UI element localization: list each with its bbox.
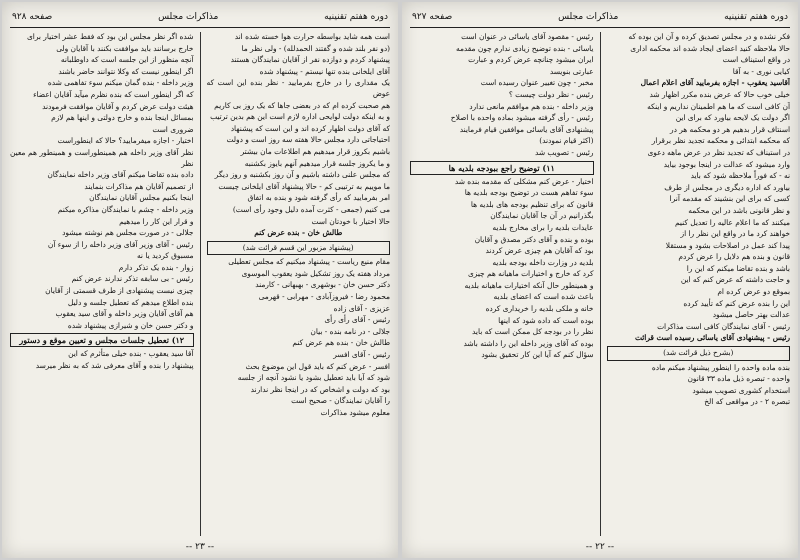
paragraph-line: وزیر داخله - بنده گمان میکنم سوء تفاهمی شده [47,78,194,88]
speaker-line: طالش خان - بنده عرض کنم [254,228,343,238]
page-footer-number: -- ۲۲ -- [585,542,615,552]
paragraph-line: ضروری است [152,124,194,134]
paragraph-line: طالش خان - بنده هم عرض کنم [292,338,390,348]
paragraph-line: شده اگر نظر مجلس این بود که فقط عشر اختیار برای [26,32,194,41]
paragraph-line: اختیار - عرض کنم مشکلی که مقدمه بنده شد [454,176,594,186]
paragraph-line: می کنیم (جمعی - کثرت آمده دلیل وجود رأی است) [232,204,390,214]
header-term: دوره هفتم تقنینیه [324,12,388,22]
paragraph-line: دکتر حسن خان - بوشهری - بهبهانی - کارمند [255,280,390,290]
paragraph-line: بوده که آقای وزیر داخله این را داشته باشد [463,338,594,348]
paragraph-line: آقای ایلخانی بنده تنها نیستم - پیشنهاد شده [259,66,390,76]
paragraph-line: معلوم میشود مذاکرات [320,408,390,417]
paragraph-line: و نظر قانونی باشد در این محکمه [688,205,790,215]
paragraph-line: عایدات بلدیه را برای مخارج بلدیه [492,222,594,232]
paragraph-line: مخبر - چون تغییر عنوان رسیده است [480,78,594,88]
header-title: مذاکرات مجلس [158,12,219,22]
paragraph-line: اختیار - اجازه میفرمایید؟ حالا که اینطوراست [57,136,194,146]
paragraph-group [410,177,594,362]
paragraph-line: اگر دولت یک لایحه بیاورد که برای این [675,113,790,123]
speaker-line: آقاسید یعقوب - اجازه بفرمایید آقای اعلام اعمال [640,78,790,88]
page-927 [402,2,798,558]
paragraph-line: هم صحبت کرده ام که در بعضی جاها که یک روز بی کاریم [214,100,390,110]
paragraph-line: وزیر داخله - چشم با نمایندگان مذاکره میکنم [57,204,194,214]
header-page-number: صفحه ۹۲۷ [412,12,453,22]
paragraph-line: بنده ماده واحده را اینطور پیشنهاد میکنم ماده [651,362,790,372]
paragraph-line: ایران میشود چنانچه عرض کردم و عبارت [468,55,594,65]
paragraph-line: استخدام کشوری تصویب میشود [692,385,790,395]
paragraph-line: بنده اطلاع میدهم که تعطیل جلسه و دلیل [67,297,194,307]
paragraph-line: باشد و بنده تقاضا میکنم که این را [686,263,790,273]
paragraph-line: قانون و بنده هم دلایل را عرض کردم [678,252,790,262]
paragraph-line: جلالی - در نامه بنده - بیان [310,326,390,336]
paragraph-line: تبصره ۲ - در مواقعی که الخ [704,397,790,407]
paragraph-line: خانه و ملکی بلدیه را خریداری کرده [485,304,594,314]
paragraph-line: بود که دولت و اشخاص که در اینجا نظر ندارند [250,384,390,394]
reading-note: (بشرح ذیل قرائت شد) [607,346,791,361]
text-columns [410,32,790,536]
paragraph-line: (اکثر قیام نمودند) [539,136,594,146]
paragraph-line: باشیم بکروز قرار میدهیم هم اطلاعات مان بیشتر [240,146,390,156]
paragraph-line: اگر اینطور نیست که وکلا نتوانند حاضر باشند [58,66,194,76]
paragraph-line: بگذرانیم در آن جا آقایان نمایندگان [490,211,594,221]
paragraph-line: کسی که برای این بنشیند که مقدمه آنرا [669,194,790,204]
header-page-number: صفحه ۹۲۸ [12,12,53,22]
paragraph-line: واحده - تبصره ذیل ماده ۳۳ قانون [687,374,790,384]
paragraph-line: شود که آیا باید تعطیل بشود یا نشود آنچه از جلسه [237,373,390,383]
paragraph-group [607,363,791,408]
paragraph-line: در واقع استیناف است [722,55,790,65]
paragraph-line: خارج برسانند باید موافقت بکنند با آقایان ولی [56,43,194,53]
paragraph-group [207,32,391,227]
paragraph-line: رئیس - بی سابقه تذکر ندارند عرض کنم [71,274,194,284]
text-columns [10,32,390,536]
paragraph-line: رئیس - نظر دولت چیست ؟ [508,89,594,99]
paragraph-line: بوده است که داده شود که اینها [498,315,594,325]
reading-note: (پیشنهاد مزبور این قسم قرائت شد) [207,241,391,256]
paragraph-line: رئیس - مقصود آقای یاسائی در عنوان است [461,32,594,41]
paragraph-line: که مجلس علنی داشته باشیم و آن روز بکشنبه و روز دیگر [214,170,390,180]
paragraph-line: کیایی نوری - به آقا [732,66,790,76]
paragraph-line: آنچه منظور از این جلسه است که داوطلبانه [60,55,194,65]
paragraph-line: باعث شده است که اعضای بلدیه [493,292,594,302]
paragraph-line: رئیس - رأی گرفته میشود بماده واحده با اصلاح [450,113,594,123]
header-title: مذاکرات مجلس [558,12,619,22]
paragraph-line: زوار - بنده یک تذکر دارم [118,262,194,272]
paragraph-line: پیشنهادی آقای یاسائی موافقین قیام فرمایند [459,124,594,134]
paragraph-line: مرداد هفته یک روز تشکیل شود یعقوب الموسوی [241,268,390,278]
paragraph-line: است همه شاید بواسطه حرارت هوا خسته شده اند [234,32,390,41]
paragraph-line: ما موییم به ترتیبی کم - حالا پیشنهاد آقای ایلخانی چیست [218,181,390,191]
paragraph-line: احتیاجاتی دارد مجلس حالا هفته سه روز است و دولت [226,135,390,145]
column-right [607,32,791,536]
paragraph-line: پیشنهاد را بنده و آقای معرفی شد که به نظر میرسد [35,361,194,371]
paragraph-group [10,349,194,371]
header-rule [10,27,390,28]
header-term: دوره هفتم تقنینیه [724,12,788,22]
paragraph-line: و دکتر حسن خان و شیرازی پیشنهاد شده [67,320,194,330]
paragraph-line: بیاورد که اداره دیگری در مجلس از طرف [664,182,790,192]
paragraph-line: و همینطور حال آنکه اختیارات ماهیانه بلدیه [464,280,594,290]
paragraph-line: نه - که فوراً ملاحظه شود که باید [690,171,790,181]
paragraph-line: اینجا بکنیم مجلس آقایان نمایندگان [89,193,194,203]
paragraph-line: امر بفرمایید که رأی گرفته شود و بنده به اتفاق [247,193,390,203]
paragraph-line: رئیس - آقای وزیر آقای وزیر داخله را از سوء آن [47,239,194,249]
page-footer-number: -- ۲۳ -- [185,542,215,552]
paragraph-line: در استیناف که تجدید نظر در عرض ماهه دعوی [647,147,790,157]
paragraph-line: داده بنده تقاضا میکنم آقای وزیر داخله نمایندگان [47,170,194,180]
column-divider [600,32,601,536]
paragraph-line: رئیس - تصویب شد [535,147,594,157]
paragraph-line: هم آقای آقایان وزیر داخله و آقای سید یعقوب [55,309,194,319]
paragraph-line: رئیس - آقای افسر [333,350,390,360]
paragraph-line: چیزی نیست پیشنهادی از طرف قسمتی از آقایان [45,286,194,296]
paragraph-line: فکر نشده و در مجلس تصدیق کرده و آن این بوده که [628,32,790,41]
paragraph-line: بوده و بنده و آقای دکتر مصدق و آقایان [474,234,594,244]
paragraph-line: نظر آقای وزیر داخله هم همینطوراست و همینطور هم معین نظر [10,147,194,168]
paragraph-line: سؤال کنم که آیا این کار تحقیق بشود [481,350,594,360]
paragraph-line: را آقایان نمایندگان - صحیح است [291,396,390,406]
paragraph-line: سوء تفاهم هست در توضیح بودجه بلدیه ها [464,188,594,198]
paragraph-line: خیلی خوب حالا که عرض بنده مکرر اظهار شد [649,89,790,99]
paragraph-line: (دو نفر بلند شده و گفتند الحمدلله) - ولی نظر ما [241,43,390,53]
paragraph-line: هیئت دولت عرض کردم و آقایان موافقت فرمودند [42,101,194,111]
paragraph-line: و حاجت داشته که عرض کنم که این [680,275,790,285]
paragraph-line: نظر را در بودجه کل ممکن است که باید [472,327,594,337]
paragraph-line: پیدا کند عمل در اصلاحات بشود و مستقلا [665,240,790,250]
paragraph-line: و به اینکه دولت لوایحی اداره لازم است این هم بدین ترتیب [210,112,390,122]
paragraph-line: مقام منیع ریاست - پیشنهاد میکنیم که مجلس تعطیلی [228,257,390,267]
paragraph-line: قانون که برای تنظیم بودجه های بلدیه ها [470,199,594,209]
paragraph-line: خواهند کرد ما در واقع این نظر را از [680,229,790,239]
paragraph-line: آن کافی است که ما هم اطمینان نداریم و اینکه [647,101,790,111]
paragraph-line: عبارتی بنویسد [549,66,594,76]
column-divider [200,32,201,536]
paragraph-line: رئیس - آقای نمایندگان کافی است مذاکرات [657,321,790,331]
paragraph-line: این را بنده عرض کنم که تأیید کرده [683,298,790,308]
header-rule [410,27,790,28]
paragraph-line: وزیر داخله - بنده هم موافقم مانعی ندارد [469,101,594,111]
paragraph-line: رئیس - آقای رأی رأی [324,315,390,325]
paragraph-line: محمود رضا - فیروزآبادی - مهرابی - قهرمی [258,292,390,302]
paragraph-line: حالا ملاحظه کنید اعضای ایجاد شده اند محکمه اداری [630,43,790,53]
paragraph-group [607,32,791,77]
paragraph-line: آقا سید یعقوب - بنده خیلی متأثرم که این [68,349,194,359]
page-header [12,10,388,24]
paragraph-line: وارد میشود که عدالت در اینجا بوجود بیاید [663,159,790,169]
paragraph-line: جلالی - در صورت مجلس هم نوشته میشود [62,228,194,238]
page-header [412,10,788,24]
paragraph-line: افسر - عرض کنم که باید قول این موضوع بحث [245,361,390,371]
paragraph-line: یاسائی - بنده توضیح زیادی ندارم چون مقدمه [455,43,594,53]
paragraph-line: میکنند که ما اعلام عالیه را تعدیل کنیم [675,217,790,227]
section-heading: ۱۱) توضیح راجع ببودجه بلدیه ها [410,161,594,175]
column-right [207,32,391,536]
speaker-line: رئیس - پیشنهادی آقای یاسائی رسیده است قرائت [634,333,790,343]
paragraph-line: بلدیه در وزارت داخله بودجه بلدیه [492,257,594,267]
column-left [410,32,594,536]
column-left [10,32,194,536]
paragraph-group [607,90,791,332]
paragraph-line: عزیزی - آقای زاده [333,303,390,313]
paragraph-line: یک مقداری را در خارج بفرمایید - نظر بنده این است که عوض [206,78,390,98]
paragraph-group [10,32,194,331]
paragraph-line: بموقع دو عرض کرده ام [717,287,790,297]
paragraph-line: کرد که خارج و اختیارات ماهیانه هم چیزی [467,269,594,279]
page-928 [2,2,398,558]
paragraph-line: و قرار این کار را میدهیم [119,216,194,226]
paragraph-line: که محکمه ابتدائی و محکمه تجدید نظر برقرار [651,136,790,146]
paragraph-line: از تصمیم آقایان هم مذاکرات بنمایند [84,181,194,191]
paragraph-line: که آقای دولت اظهار کرده اند و این است که پیشنهاد [230,123,390,133]
paragraph-group [410,32,594,159]
paragraph-line: پیشنهاد کردم و دوازده نفر از آقایان نمایندگان هستند [230,55,390,65]
paragraph-line: بود که آقایان هم چیزی عرض کردند [485,246,594,256]
paragraph-line: مسبوق کردید یا نه [136,251,194,261]
paragraph-line: که اگر اینطور است که بنده نظرم میآید آقایان اعضاء [33,89,194,99]
paragraph-line: اسنتاف قرار بدهیم هر دو محکمه هر در [670,124,790,134]
section-heading: ۱۲) تعطیل جلسات مجلس و تعیین موقع و دستور [10,333,194,347]
paragraph-line: بمسائل اینجا بنده و خارج دولتی و اینها هم لازم [51,113,194,123]
paragraph-line: و ما یکروز جلسه قرار میدهیم آنهم بایوز بکشنبه [244,158,390,168]
paragraph-group [207,257,391,418]
paragraph-line: حالا اختیار با خودتان است [311,216,390,226]
paragraph-line: عدالت بهتر حاصل میشود [712,310,790,320]
